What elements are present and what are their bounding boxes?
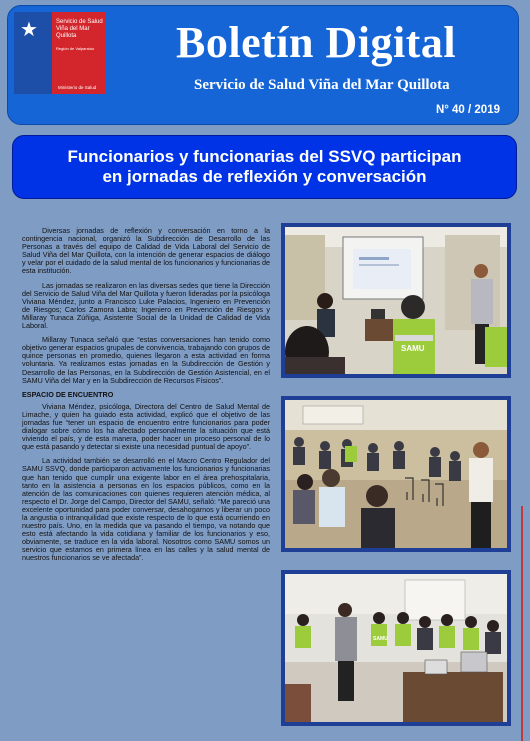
- article-paragraph: La actividad también se desarrolló en el Macro Centro Regulador del SAMU SSVQ, donde participaron activamente los funcionarios y funcionarias que han tenido que cumplir una exigente labor en el área prehospitalaria, tanto en la asistencia a personas en los espacios públicos, como en la atención de las comunicaciones con quienes requieren atención médica, al respecto el Dr. Jorge del Campo, Director del SAMU, señaló: “Me pareció una excelente oportunidad para poder conversar, desahogarnos y liberar un poco la angustia o intranquilidad que existe respecto de lo que está ocurriendo en nuestro país. Uno, en la medida que va pasando el tiempo, va notando que esto está afectando la vida cotidiana y familiar de los funcionarios y eso, obviamente, se traduce en la vida laboral. Nosotros como SAMU somos un servicio que estamos en primera línea en las calles y la salud mental de nuestros funcionarios se ve afectada”.: [22, 456, 270, 563]
- photo-image: [285, 400, 507, 548]
- header-banner: [7, 5, 519, 125]
- logo-region: Región de Valparaíso: [56, 46, 95, 51]
- section-heading: ESPACIO DE ENCUENTRO: [22, 389, 114, 399]
- headline-line-1: Funcionarios y funcionarias del SSVQ participan: [67, 147, 462, 166]
- vest-label: SAMU: [401, 344, 425, 353]
- photo-samu-session: [281, 570, 511, 726]
- logo-ministry: Ministerio de Salud: [58, 85, 97, 90]
- article-paragraph: Millaray Tunaca señaló que “estas conversaciones han tenido como objetivo generar espacios grupales de convivencia, trabajando con grupos de quince personas en promedio, quienes llegaron a esta actividad en forma voluntaria. Ya realizamos estas jornadas en la Subdirección de Gestión y Desarrollo de las Personas, en la Subdirección de Gestión Asistencial, en el SAMU Viña del Mar y en la Subdirección de Recursos Físicos”.: [22, 335, 270, 385]
- ssvq-logo: [14, 12, 106, 94]
- issue-number: N° 40 / 2019: [435, 104, 500, 116]
- article-paragraph: Las jornadas se realizaron en las diversas sedes que tiene la Dirección del Servicio de Salud Viña del Mar Quillota y fueron lideradas por la psicóloga Viviana Méndez, junto a Francisco Luke Palacios, Ingeniero en Prevención de Riesgos; Carlos Zamora Labra; Ingeniero en Prevención de Riesgos y Millaray Tunaca Zúñiga, Asistente Social de la Unidad de Calidad de Vida Laboral.: [22, 280, 270, 331]
- star-icon: ★: [20, 19, 38, 41]
- photo-image: [285, 574, 507, 722]
- bulletin-title: Boletín Digital: [176, 18, 457, 67]
- photo-meeting-presentation: [281, 223, 511, 378]
- headline-line-2: en jornadas de reflexión y conversación: [102, 167, 427, 186]
- article-paragraph: Diversas jornadas de reflexión y conversación en torno a la contingencia nacional, organizó la Subdirección de Desarrollo de las Personas a través del equipo de Calidad de Vida Laboral del Servicio de Salud Viña del Mar Quillota, con la intención de generar espacios de diálogo y velar por el cuidado de la salud mental de los funcionarios y funcionarias de esta institución.: [22, 226, 270, 276]
- vest-label: SAMU: [373, 636, 388, 642]
- article-body: [22, 227, 270, 569]
- article-paragraph: Viviana Méndez, psicóloga, Directora del Centro de Salud Mental de Limache, y quien ha guiado esta actividad, explicó que el objetivo de las jornadas fue “tener un espacio de encuentro entre funcionarios para poder dialogar sobre cómo los ha afectado personalmente la situación que está viviendo el país, y de esta manera, poder hacer un proceso personal de lo que está pasando y detectar si existe una necesidad puntual de apoyo”.: [22, 401, 270, 452]
- logo-line-1: Servicio de Salud: [56, 19, 103, 25]
- photo-group-circle: [281, 396, 511, 552]
- edge-accent-line: [521, 506, 523, 741]
- logo-line-2: Viña del Mar: [56, 26, 90, 32]
- bulletin-subtitle: Servicio de Salud Viña del Mar Quillota: [194, 77, 450, 93]
- article-headline: [12, 135, 517, 199]
- photo-image: [285, 227, 507, 374]
- logo-line-3: Quillota: [56, 33, 77, 39]
